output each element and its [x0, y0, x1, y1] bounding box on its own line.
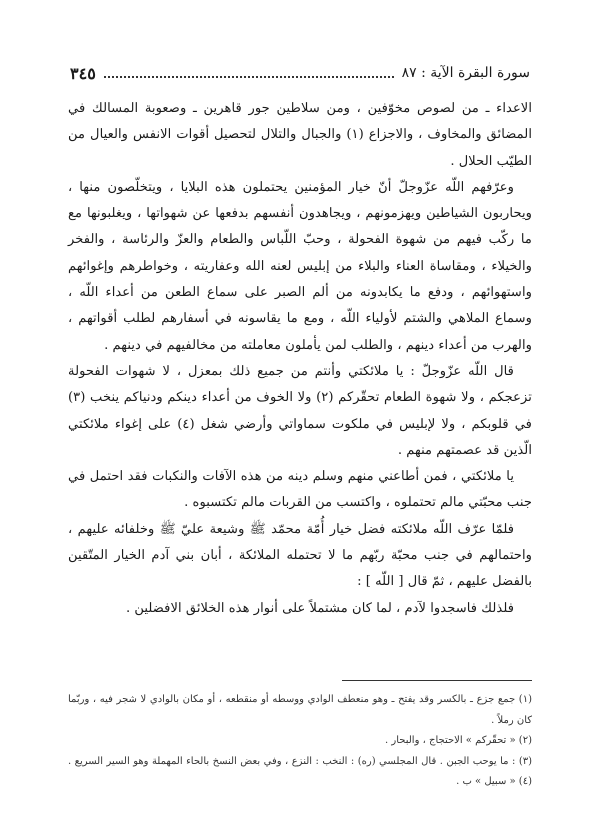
paragraph: وعرّفهم اللّه عزّوجلّ أنّ خيار المؤمنين يحتملون هذه البلايا ، ويتخلّصون منها ، ويحاربون الشياطين ويهزمونهم ، ويجاهدون أنفسهم بدفعها عن شهواتها ، ويغلبونها مع ما ركّب فيهم من شهوة الفحولة ، وحبّ اللّباس والطعام والعزّ والرئاسة ، والفخر والخيلاء ، ومقاساة العناء والبلاء من إبليس لعنه الله وعفاريته ، وخواطرهم وإغوائهم واستهوائهم ، ودفع ما يكابدونه من ألم الصبر على سماع الطعن من أعداء اللّه ، وسماع الملاهي والشتم لأولياء اللّه ، ومع ما يقاسونه في أسفارهم لطلب أقواتهم ، والهرب من أعداء دينهم ، والطلب لمن يأملون معاملته من مخالفيهم في دينهم . — [68, 179, 532, 353]
paragraph: فلذلك فاسجدوا لآدم ، لما كان مشتملاً على أنوار هذه الخلائق الافضلين . — [125, 600, 514, 616]
paragraph: قال اللّه عزّوجلّ : يا ملائكتي وأنتم من جميع ذلك بمعزل ، لا شهوات الفحولة تزعجكم ، ولا شهوة الطعام تحقّركم (٢) ولا الخوف من أعداء دينكم ودنياكم ينخب (٣) في قلوبكم ، ولا لإبليس في ملكوت سماواتي وأرضي شغل (٤) على إغواء ملائكتي الّذين قد عصمتهم منهم . — [68, 363, 532, 458]
footnote-divider — [342, 680, 532, 681]
footnote: (٢) « تحقّركم » الاحتجاج ، والبحار . — [385, 735, 532, 746]
page-number: ٣٤٥ — [70, 63, 96, 83]
footnotes — [68, 690, 532, 793]
paragraph: يا ملائكتي ، فمن أطاعني منهم وسلم دينه من هذه الآفات والنكبات فقد احتمل في جنب محبّتي مالم تحتملوه ، واكتسب من القربات مالم تكتسبوه . — [68, 469, 532, 511]
body-text — [68, 96, 532, 622]
footnote: (١) جمع جزع ـ بالكسر وقد يفتح ـ وهو منعطف الوادي ووسطه أو منقطعه ، أو مكان بالوادي لا شجر فيه ، وربّما كان رملاً . — [68, 694, 532, 726]
footnote: (٣) : ما يوحب الجبن . قال المجلسي (ره) : النخب : النزع ، وفي بعض النسخ بالحاء المهملة وهو السير السريع . (٤) « سبيل » ب . — [68, 755, 532, 787]
running-title: سورة البقرة الآية : ٨٧ — [401, 65, 530, 81]
paragraph: فلمّا عرّف اللّه ملائكته فضل خيار أُمّة محمّد ﷺ وشيعة عليّ ﷺ وخلفائه عليهم ، واحتمالهم في جنب محبّة ربّهم ما لا تحتمله الملائكة ، أبان بني آدم الخيار المتّقين بالفضل عليهم ، ثمّ قال [ اللّه ] : — [68, 521, 532, 590]
header-dotted-rule — [104, 68, 394, 78]
running-header — [70, 62, 530, 84]
paragraph: الاعداء ـ من لصوص مخوّفين ، ومن سلاطين جور قاهرين ـ وصعوبة المسالك في المضائق والمخاوف ، والاجزاع (١) والجبال والتلال لتحصيل أقوات الانفس والعيال من الطيّب الحلال . — [68, 101, 532, 169]
